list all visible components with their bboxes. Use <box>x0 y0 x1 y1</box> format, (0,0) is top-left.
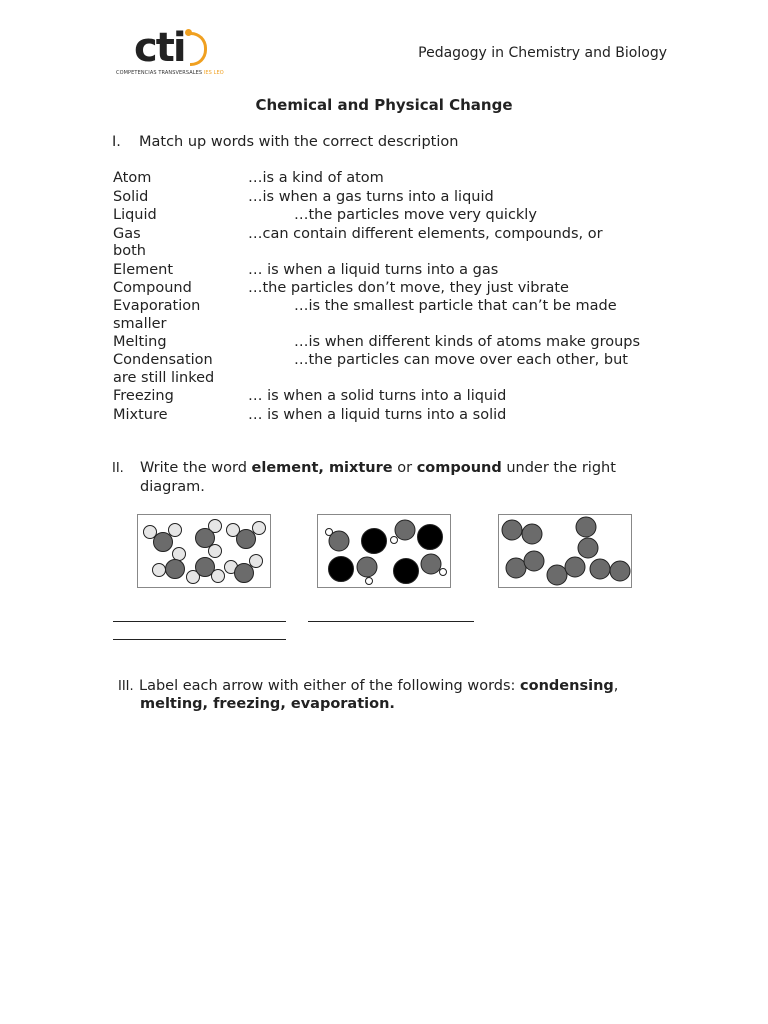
match-word: Melting <box>113 334 167 350</box>
diagram-1-drawing <box>138 515 270 587</box>
match-word: Freezing <box>113 388 174 404</box>
logo-text: cti <box>134 25 185 71</box>
diagram-1 <box>137 514 271 588</box>
diagram-3 <box>498 514 632 588</box>
section-3-instruction-line-2: melting, freezing, evaporation. <box>140 696 395 712</box>
diagram-3-drawing <box>499 515 631 587</box>
match-word: Solid <box>113 189 149 205</box>
match-word-continuation: smaller <box>113 316 167 332</box>
answer-line-2[interactable] <box>308 621 474 622</box>
match-description: …is when a gas turns into a liquid <box>248 189 494 205</box>
match-description: … is when a liquid turns into a gas <box>248 262 499 278</box>
answer-line-3[interactable] <box>113 639 286 640</box>
page-title: Chemical and Physical Change <box>255 96 513 114</box>
match-description: …the particles move very quickly <box>294 207 537 223</box>
logo-swoosh-icon <box>190 32 207 66</box>
match-word: Condensation <box>113 352 213 368</box>
header-subject: Pedagogy in Chemistry and Biology <box>418 45 667 61</box>
match-word-continuation: both <box>113 243 146 259</box>
match-word-continuation: are still linked <box>113 370 215 386</box>
diagram-2 <box>317 514 451 588</box>
section-3-number: III. <box>118 679 134 694</box>
match-word: Atom <box>113 170 152 186</box>
match-description: …is the smallest particle that can’t be made <box>294 298 617 314</box>
match-description: … is when a solid turns into a liquid <box>248 388 507 404</box>
match-description: …can contain different elements, compounds, or <box>248 226 603 242</box>
match-word: Element <box>113 262 174 278</box>
match-word: Compound <box>113 280 192 296</box>
answer-line-1[interactable] <box>113 621 286 622</box>
match-word: Mixture <box>113 407 168 423</box>
logo <box>112 26 222 82</box>
match-description: …the particles don’t move, they just vibrate <box>248 280 569 296</box>
section-3-instruction: Label each arrow with either of the following words: condensing, <box>139 678 619 694</box>
logo-tagline: COMPETENCIAS TRANSVERSALES IES LEO <box>116 70 224 76</box>
match-word: Gas <box>113 226 141 242</box>
match-word: Liquid <box>113 207 157 223</box>
match-description: …the particles can move over each other, but <box>294 352 628 368</box>
diagram-2-drawing <box>318 515 450 587</box>
match-description: …is a kind of atom <box>248 170 384 186</box>
section-1-instruction: Match up words with the correct description <box>139 134 459 150</box>
match-word: Evaporation <box>113 298 201 314</box>
match-description: …is when different kinds of atoms make groups <box>294 334 641 350</box>
section-2-number: II. <box>112 461 124 476</box>
section-1-number: I. <box>112 134 121 150</box>
section-2-instruction-line-2: diagram. <box>140 479 205 495</box>
match-description: … is when a liquid turns into a solid <box>248 407 507 423</box>
section-2-instruction: Write the word element, mixture or compound under the right <box>140 460 616 476</box>
